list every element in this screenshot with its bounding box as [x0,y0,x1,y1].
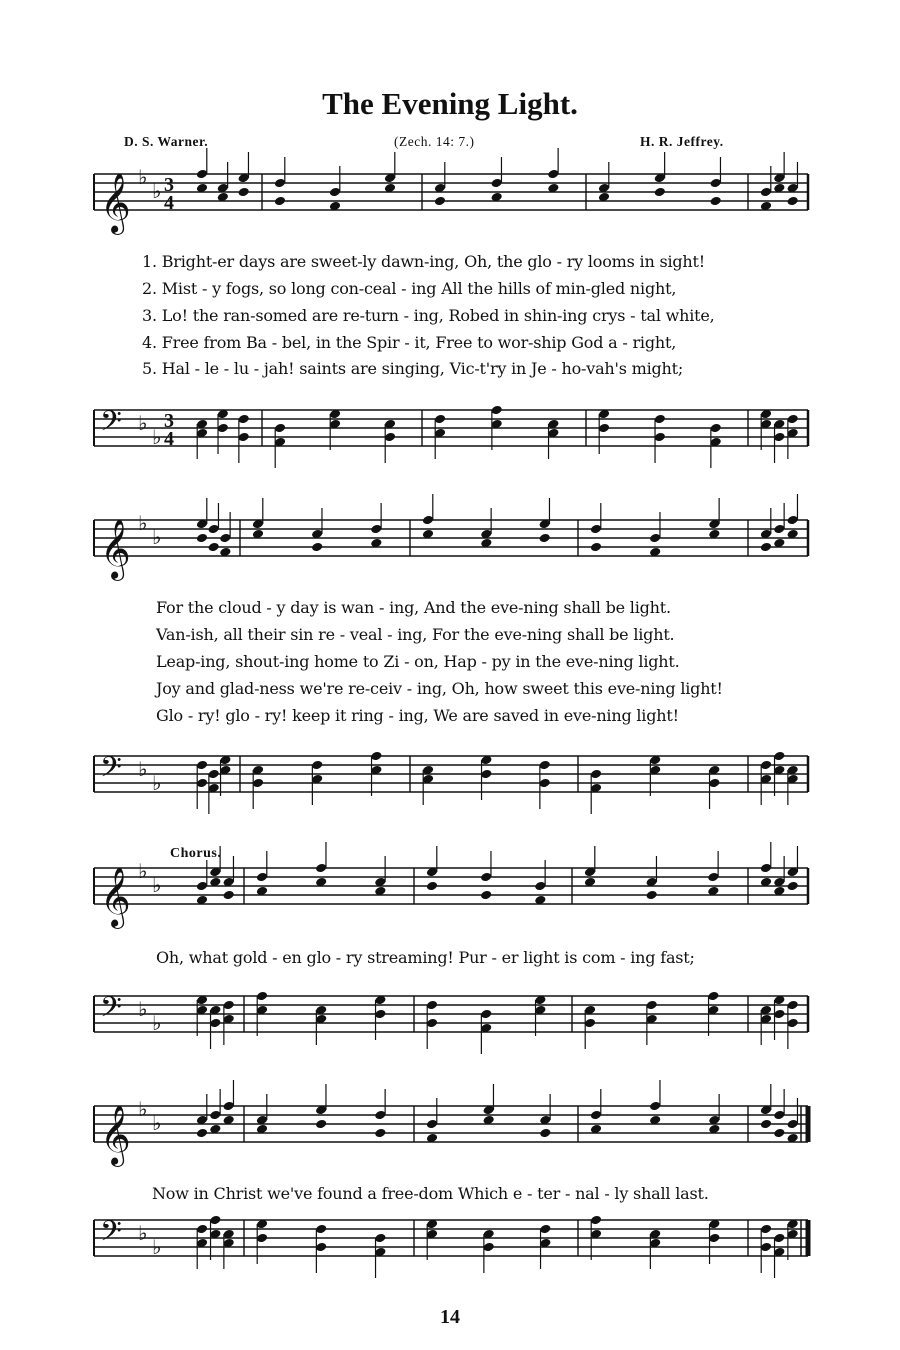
flat-sign: ♭ [138,757,148,781]
flat-sign: ♭ [152,425,162,449]
verse-5-line-a: 5. Hal - le - lu - jah! saints are singing, Vic-t'ry in Je - ho-vah's might; [142,359,684,378]
flat-sign: ♭ [152,1111,162,1135]
flat-sign: ♭ [138,1097,148,1121]
note-head [590,542,602,553]
note-head [426,881,438,892]
note-head [538,533,550,544]
verse-4-line-a: 4. Free from Ba - bel, in the Spir - it, Free to wor-ship God a - right, [142,333,677,352]
treble-clef: 𝄞 [100,519,131,579]
note-head [786,196,798,207]
note-head [786,881,798,892]
staff-8 [94,1215,808,1259]
time-signature: 4 [164,192,174,214]
note-head [654,187,666,198]
flat-sign: ♭ [138,859,148,883]
flat-sign: ♭ [138,997,148,1021]
scripture-reference: (Zech. 14: 7.) [394,134,475,149]
note-head [207,542,219,553]
note-head [709,196,721,207]
treble-clef: 𝄞 [100,867,131,927]
chorus-line-1: Oh, what gold - en glo - ry streaming! Pur - er light is com - ing fast; [156,948,695,967]
time-signature: 4 [164,428,174,450]
verse-2-line-b: Van-ish, all their sin re - veal - ing, For the eve-ning shall be light. [156,625,675,644]
note-head [434,196,446,207]
verse-2-line-a: 2. Mist - y fogs, so long con-ceal - ing All the hills of min-gled night, [142,279,677,298]
bass-clef: 𝄢 [100,991,122,1031]
time-signature: 3 [164,410,174,432]
bass-clef: 𝄢 [100,405,122,445]
flat-sign: ♭ [152,771,162,795]
chorus-label: Chorus. [170,846,222,861]
flat-sign: ♭ [152,1235,162,1259]
verse-1-line-a: 1. Bright-er days are sweet-ly dawn-ing, Oh, the glo - ry looms in sight! [142,252,705,271]
author-credit: D. S. Warner. [124,134,209,149]
note-head [480,890,492,901]
flat-sign: ♭ [138,411,148,435]
treble-clef: 𝄞 [100,1105,131,1165]
note-head [222,890,234,901]
note-head [196,1128,208,1139]
flat-sign: ♭ [138,511,148,535]
flat-sign: ♭ [152,525,162,549]
note-head [311,542,323,553]
flat-sign: ♭ [152,1011,162,1035]
note-head [237,187,249,198]
note-head [760,542,772,553]
flat-sign: ♭ [138,165,148,189]
chorus-line-2: Now in Christ we've found a free-dom Which e - ter - nal - ly shall last. [152,1184,709,1203]
staff-5 [94,859,808,929]
flat-sign: ♭ [152,179,162,203]
note-head [773,1128,785,1139]
note-head [645,890,657,901]
note-head [315,1119,327,1130]
time-signature: 3 [164,174,174,196]
hymn-title: The Evening Light. [322,86,578,121]
note-head [196,533,208,544]
note-head [539,1128,551,1139]
verse-3-line-b: Leap-ing, shout-ing home to Zi - on, Hap - py in the eve-ning light. [156,652,680,671]
flat-sign: ♭ [152,873,162,897]
verse-3-line-a: 3. Lo! the ran-somed are re-turn - ing, Robed in shin-ing crys - tal white, [142,306,715,325]
page-number: 14 [440,1306,460,1328]
staff-4 [94,751,808,795]
treble-clef: 𝄞 [100,173,131,233]
verse-4-line-b: Joy and glad-ness we're re-ceiv - ing, Oh, how sweet this eve-ning light! [156,679,723,698]
verse-1-line-b: For the cloud - y day is wan - ing, And the eve-ning shall be light. [156,598,671,617]
verse-5-line-b: Glo - ry! glo - ry! keep it ring - ing, We are saved in eve-ning light! [156,706,679,725]
note-head [760,1119,772,1130]
composer-credit: H. R. Jeffrey. [640,134,724,149]
flat-sign: ♭ [138,1221,148,1245]
note-head [374,1128,386,1139]
note-head [274,196,286,207]
bass-clef: 𝄢 [100,751,122,791]
bass-clef: 𝄢 [100,1215,122,1255]
